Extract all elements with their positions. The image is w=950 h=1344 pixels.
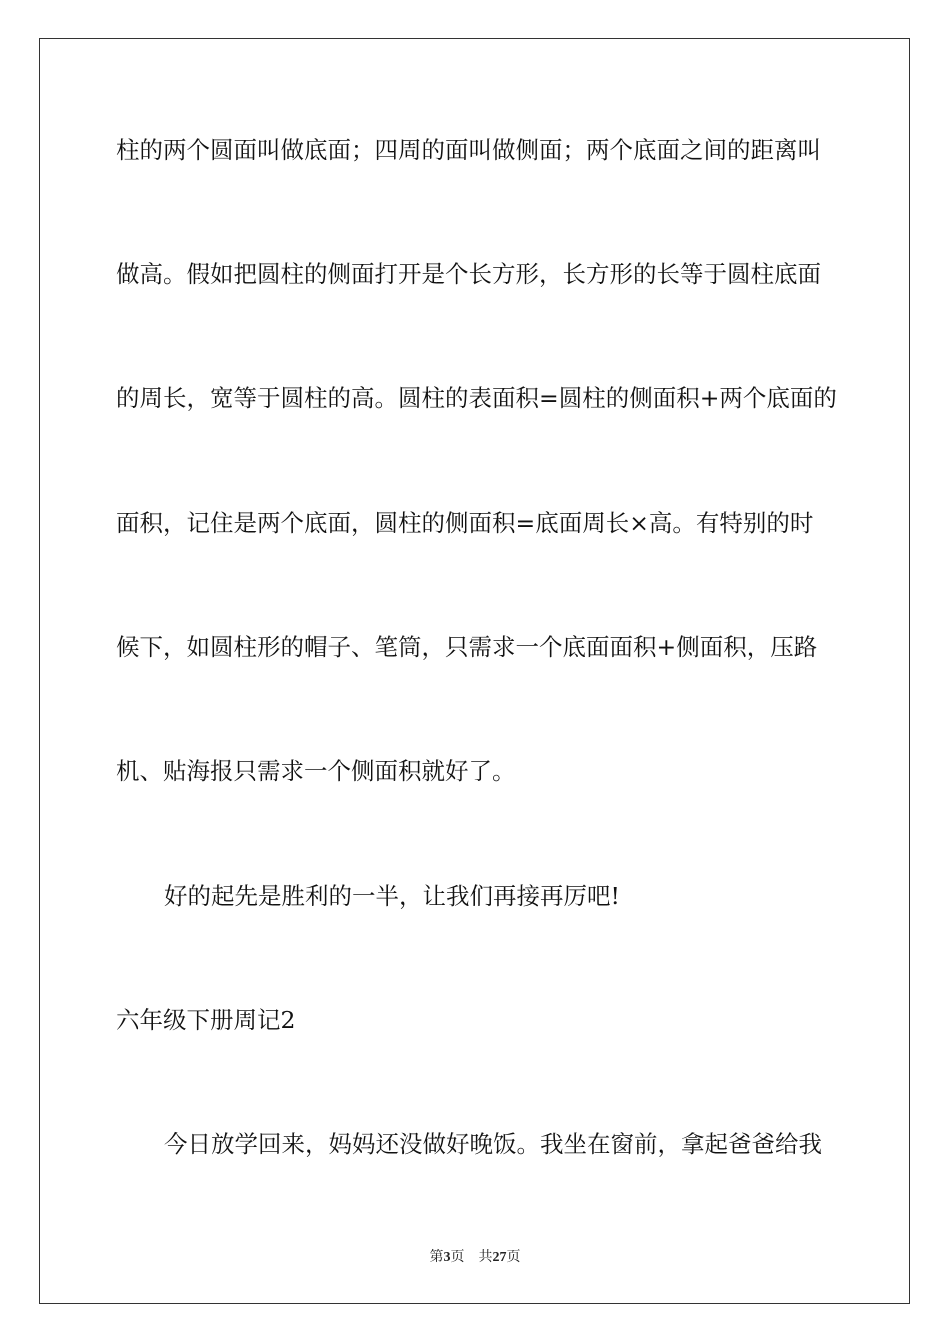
footer-total-unit: 页 [506,1249,521,1265]
body-line-3: 的周长，宽等于圆柱的高。圆柱的表面积=圆柱的侧面积+两个底面的 [116,384,837,412]
body-line-4: 面积，记住是两个底面，圆柱的侧面积=底面周长×高。有特别的时 [116,509,814,537]
footer-total-pages: 27 [492,1250,507,1265]
section-heading: 六年级下册周记2 [116,1006,296,1034]
body-line-5: 候下，如圆柱形的帽子、笔筒，只需求一个底面面积+侧面积，压路 [116,633,818,661]
page-footer [0,1248,950,1267]
page-border [39,38,910,1304]
body-line-1: 柱的两个圆面叫做底面；四周的面叫做侧面；两个底面之间的距离叫 [116,136,821,164]
body-line-2: 做高。假如把圆柱的侧面打开是个长方形，长方形的长等于圆柱底面 [116,260,821,288]
closing-sentence: 好的起先是胜利的一半，让我们再接再厉吧! [164,882,620,910]
footer-page-number: 3 [443,1250,451,1265]
footer-page-unit: 页 [450,1249,465,1265]
body-line-6: 机、贴海报只需求一个侧面积就好了。 [116,757,516,785]
paragraph-start: 今日放学回来，妈妈还没做好晚饭。我坐在窗前，拿起爸爸给我 [164,1130,822,1158]
footer-prefix: 第 [429,1249,444,1265]
footer-total-prefix: 共 [478,1249,493,1265]
